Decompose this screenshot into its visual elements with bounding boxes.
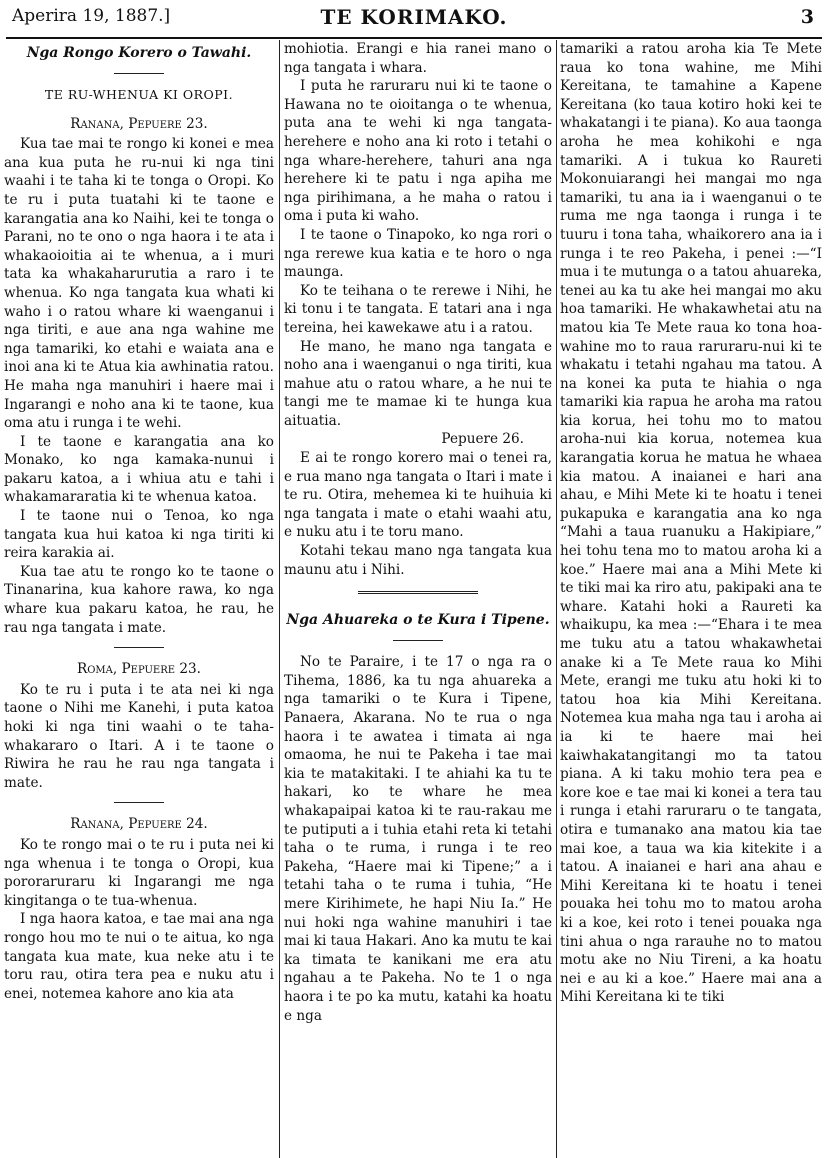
paragraph: I puta he raruraru nui ki te taone o Hawana no te oioitanga o te whenua, puta ana te wehi ki nga tangata-herehere e noho ana ki roto i tetahi o nga whare-herehere, tahuri ana nga herehere ki te patu i nga apiha me nga pirihimana, a he maha o ratou i oma i puta ki waho. (284, 78, 552, 225)
paragraph: Ko te teihana o te rerewe i Nihi, he ki tonu i te tangata. E tatari ana i nga tereina, hei kawekawe atu i a ratou. (284, 282, 552, 336)
paragraph: Ko te rongo mai o te ru i puta nei ki nga whenua i te tonga o Oropi, kua pororaruraru ki Ingarangi me nga kingitanga o te tua-whenua. (4, 836, 274, 909)
paragraph: Ko te ru i puta i te ata nei ki nga taone o Nihi me Kanehi, i puta katoa hoki ki nga tini waahi o te taha-whakararo o Itari. A i te taone o Riwira he rau he rau nga tangata i mate. (4, 681, 274, 791)
paragraph: Kua tae atu te rongo ko te taone o Tinanarina, kua kahore rawa, ko nga whare kua pakaru katoa, he rau, he rau nga tangata i mate. (4, 563, 274, 636)
section-title-school-festivities: Nga Ahuareka o te Kura i Tipene. (286, 612, 550, 629)
paragraph: No te Paraire, i te 17 o nga ra o Tihema, 1886, ka tu nga ahuareka a nga tamariki o te Kura i Tipene, Panaera, Akarana. No te rua o nga haora i te awatea i timata ai nga omaoma, he nui te Pakeha i tae mai kia te matakitaki. I te ahiahi ka tu te hakari, ko te whare he mea whakapaipai katoa ki te rau-rakau me te putiputi a i tuhia etahi reta ki tetahi taha o te ruma, i runga i te reo Pakeha, “Haere mai ki Tipene;” a i tetahi taha o te ruma i tuhia, “He mere Kirihimete, he hapi Niu Ia.” He nui hoki nga wahine manuhiri i tae mai ki taua Hakari. Ano ka mutu te kai ka timata te kanikani me era atu ngahau a te Pakeha. No te 1 o nga haora i te po ka mutu, katahi ka hoatu e nga (284, 654, 552, 1024)
dateline: Pepuere 26. (441, 431, 524, 448)
dateline: Ranana, Pepuere 24. (70, 816, 208, 833)
dateline: Ranana, Pepuere 23. (70, 115, 208, 132)
paragraph: Kua tae mai te rongo ki konei e mea ana kua puta he ru-nui ki nga tini waahi i te taha ki te tonga o Oropi. Ko te ru i puta tuatahi ki te taone e karangatia ana ko Naihi, kei te tonga o Parani, no te ono o nga haora i te ata i whakaoioitia ai te whenua, a i muri tata ka whakaharurutia a raro i te whenua. Ko nga tangata kua whati ki waho i o ratou whare ki waenganui i nga tiriti, e aue ana nga wahine me nga tamariki, ko etahi e waiata ana e inoi ana ki te Atua kia awhinatia ratou. He maha nga manuhiri i haere mai i Ingarangi e noho ana ki te taone, kua oma atu i runga i te wehi. (4, 136, 274, 432)
paragraph: mohiotia. Erangi e hia ranei mano o nga tangata i whara. (284, 41, 552, 76)
column-3 (560, 40, 822, 1158)
section-title-foreign-news: Nga Rongo Korero o Tawahi. (26, 45, 252, 61)
paragraph: He mano, he mano nga tangata e noho ana i waenganui o nga tiriti, kua mahue atu o ratou whare, a he nui te tangi me te mamae ki te hunga kua aituatia. (284, 338, 552, 429)
paragraph: I nga haora katoa, e tae mai ana nga rongo hou mo te nui o te aitua, ko nga tangata kua mate, kua neke atu i te toru rau, otira tera pea e nuku atu i enei, notemea kahore ano kia ata (4, 911, 274, 1002)
newspaper-title: TE KORIMAKO. (320, 5, 508, 29)
section-rule (114, 647, 164, 648)
paragraph: E ai te rongo korero mai o tenei ra, e rua mano nga tangata o Itari i mate i te ru. Otira, mehemea ki te huihuia ki nga tangata i mate o etahi waahi atu, e nuku atu i te toru mano. (284, 450, 552, 541)
page-number: 3 (800, 6, 814, 28)
paragraph: I te taone nui o Tenoa, ko nga tangata kua hui katoa ki nga tiriti ki reira karakia ai. (4, 508, 274, 562)
section-rule (114, 802, 164, 803)
header-rule (6, 37, 822, 39)
paragraph: I te taone o Tinapoko, ko nga rori o nga rerewe kua katia e te horo o nga maunga. (284, 226, 552, 281)
paragraph: Kotahi tekau mano nga tangata kua maunu atu i Nihi. (284, 543, 552, 578)
subheading-earthquake: TE RU-WHENUA KI OROPI. (44, 87, 234, 102)
paragraph: I te taone e karangatia ana ko Monako, ko nga kamaka-nunui i pakaru katoa, a i whiua atu e tahi i whakamararatia ki te whenua katoa. (4, 433, 274, 506)
column-1 (4, 40, 274, 1158)
dateline: Roma, Pepuere 23. (76, 661, 202, 678)
paragraph: tamariki a ratou aroha kia Te Mete raua ko tona wahine, me Mihi Kereitana, te tamahine a Kapene Kereitana (ko taua kotiro hoki kei te whakatangi i te piana). Ko aua taonga aroha he mea kohikohi e nga tamariki. A i tukua ko Raureti Mokonuiarangi hei mangai mo nga tamariki, tu ana ia i waenganui o te ruma me nga taonga i runga i te tuuru i tona taha, whaikorero ana ia i runga i te reo Pakeha, i penei :—“I mua i te mutunga o a tatou ahuareka, tenei au ka tu ake hei mangai mo aku hoa tamariki. He whakawhetai atu na matou kia Te Mete raua ko tona hoa-wahine mo to raua raruraru-nui ki te whakatu i tetahi ngahau ma tatou. A na konei ka puta te hiahia o nga tamariki kia rapua he aroha ma ratou kia korua, hei tohu mo to matou aroha-nui kia korua, notemea kua karangatia korua he matua he whaea kia matou. A inaianei e hari ana ahau, e Mihi Mete ki te hoatu i tenei pukapuka e karangatia ana ko nga “Mahi a taua ruanuku a Hakipiare,” hei tohu tena mo to matou aroha ki a koe.” Haere mai ana a Mihi Mete ki te tiki mai ka riro atu, pakipaki ana te whare. Katahi hoki a Raureti ka whaikupu, ka mea :—“Ehara i te mea me tuku atu a tatou whakawhetai anake ki a Te Mete raua ko Mihi Mete, erangi me tuku atu hoki ki to tatou hoa kia Mihi Kereitana. Notemea kua maha nga tau i aroha ai ia ki te haere mai hei kaiwhakatangitangi mo ta tatou piana. A ki taku mohio tera pea e kore koe e tae mai ki konei a tera tau i runga i etahi raruraru o te tangata, otira e tumanako ana matou kia tae mai koe, a taua wa kia kitekite i a tatou. A inaianei e hari ana ahau e Mihi Kereitana ki te hoatu i tenei pouaka hei tohu mo to matou aroha ki a koe, kei roto i tenei pouaka nga tini ahua o nga rarauhe no to matou motu ake no Niu Tireni, a ka hoatu nei e au ki a koe.” Haere mai ana a Mihi Kereitana ki te tiki (560, 41, 822, 1006)
column-divider-1 (279, 40, 280, 1158)
section-rule (114, 73, 164, 74)
section-rule (393, 640, 443, 641)
double-rule (358, 591, 478, 597)
column-2 (284, 40, 552, 1158)
masthead (0, 0, 828, 40)
column-divider-2 (556, 40, 557, 1158)
issue-date: Aperira 19, 1887.] (12, 6, 171, 26)
